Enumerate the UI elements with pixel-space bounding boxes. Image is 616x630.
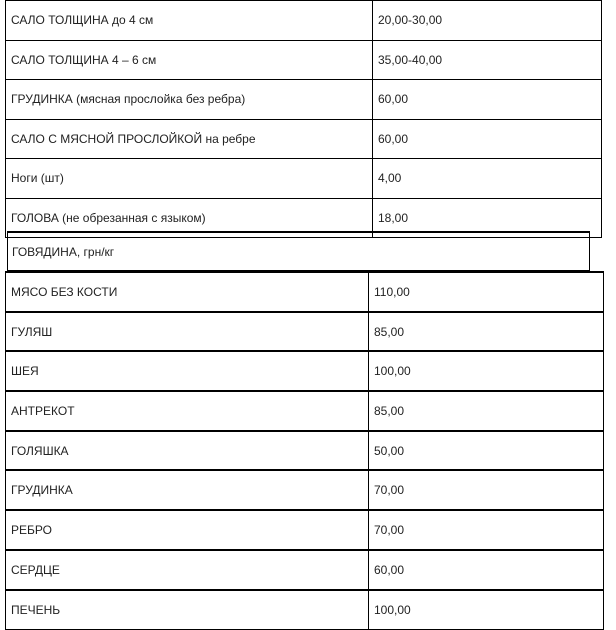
product-name-cell: ГОЛОВА (не обрезанная с языком) xyxy=(6,198,373,238)
table-row xyxy=(6,590,604,630)
table-row xyxy=(6,159,602,199)
table-row xyxy=(6,272,604,312)
price-cell: 50,00 xyxy=(369,431,604,471)
price-cell: 70,00 xyxy=(369,510,604,550)
table-row xyxy=(6,119,602,159)
product-name-cell: САЛО ТОЛЩИНА 4 – 6 см xyxy=(6,40,373,80)
price-cell: 60,00 xyxy=(373,119,602,159)
price-cell: 100,00 xyxy=(369,590,604,630)
product-name-cell: СЕРДЦЕ xyxy=(6,550,369,590)
price-cell: 85,00 xyxy=(369,391,604,431)
table-row xyxy=(6,510,604,550)
price-cell: 18,00 xyxy=(373,198,602,238)
price-cell: 100,00 xyxy=(369,351,604,391)
price-cell: 20,00-30,00 xyxy=(373,1,602,41)
beef-section xyxy=(5,231,590,630)
pork-price-table xyxy=(5,0,602,238)
table-row xyxy=(6,391,604,431)
price-cell: 60,00 xyxy=(373,80,602,120)
product-name-cell: ГРУДИНКА xyxy=(6,470,369,510)
product-name-cell: Ноги (шт) xyxy=(6,159,373,199)
product-name-cell: ШЕЯ xyxy=(6,351,369,391)
product-name-cell: ГРУДИНКА (мясная прослойка без ребра) xyxy=(6,80,373,120)
price-cell: 85,00 xyxy=(369,312,604,352)
table-row xyxy=(6,312,604,352)
price-cell: 4,00 xyxy=(373,159,602,199)
table-row xyxy=(6,431,604,471)
product-name-cell: ГОЛЯШКА xyxy=(6,431,369,471)
table-row xyxy=(6,351,604,391)
table-row xyxy=(6,80,602,120)
beef-section-header: ГОВЯДИНА, грн/кг xyxy=(7,231,590,271)
beef-price-table xyxy=(5,271,604,630)
table-row xyxy=(6,1,602,41)
price-cell: 35,00-40,00 xyxy=(373,40,602,80)
price-cell: 110,00 xyxy=(369,272,604,312)
product-name-cell: САЛО ТОЛЩИНА до 4 см xyxy=(6,1,373,41)
table-row xyxy=(6,470,604,510)
product-name-cell: ГУЛЯШ xyxy=(6,312,369,352)
product-name-cell: САЛО С МЯСНОЙ ПРОСЛОЙКОЙ на ребре xyxy=(6,119,373,159)
price-cell: 60,00 xyxy=(369,550,604,590)
product-name-cell: АНТРЕКОТ xyxy=(6,391,369,431)
table-row xyxy=(6,550,604,590)
product-name-cell: МЯСО БЕЗ КОСТИ xyxy=(6,272,369,312)
table-row xyxy=(6,40,602,80)
product-name-cell: РЕБРО xyxy=(6,510,369,550)
product-name-cell: ПЕЧЕНЬ xyxy=(6,590,369,630)
price-cell: 70,00 xyxy=(369,470,604,510)
